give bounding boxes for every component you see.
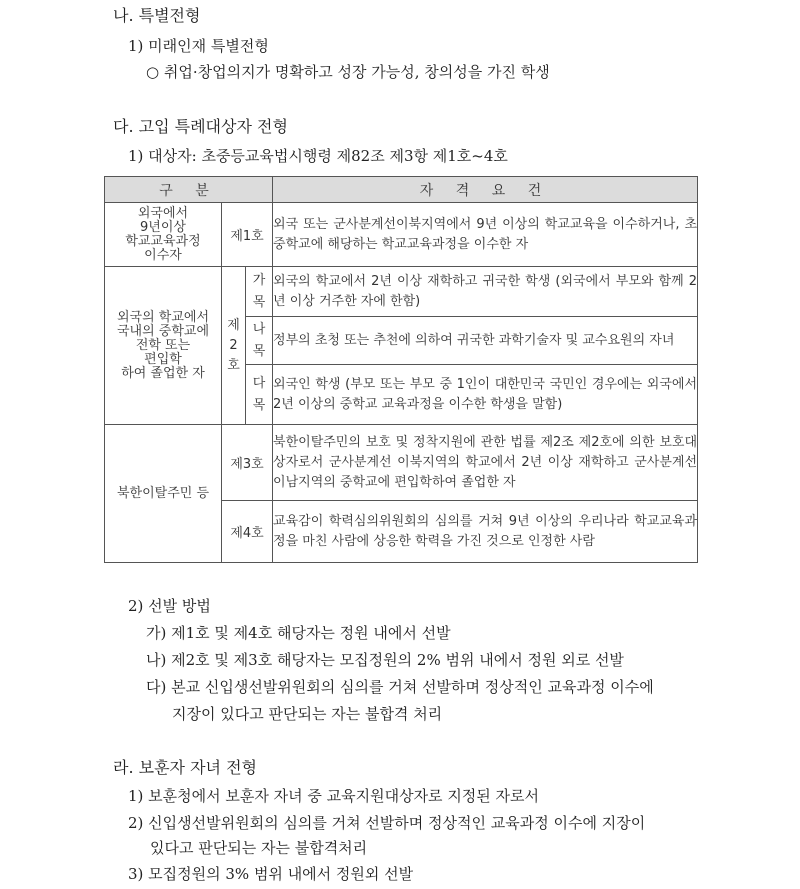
clause-number: 제4호 xyxy=(222,501,273,563)
list-item: 1) 대상자: 초중등교육법시행령 제82조 제3항 제1호~4호 xyxy=(128,147,508,165)
sub-clause: 가 목 xyxy=(246,267,273,317)
list-item: 2) 신입생선발위원회의 심의를 거쳐 선발하며 정상적인 교육과정 이수에 지장이 xyxy=(128,814,646,832)
list-item: 2) 선발 방법 xyxy=(128,597,211,615)
category-cell: 북한이탈주민 등 xyxy=(105,425,222,563)
header-category: 구 분 xyxy=(105,177,273,203)
section-heading-special-cases: 다. 고입 특례대상자 전형 xyxy=(113,117,288,136)
requirement-text: 외국의 학교에서 2년 이상 재학하고 귀국한 학생 (외국에서 부모와 함께 2년 이상 거주한 자에 한함) xyxy=(273,267,698,317)
section-heading-veterans: 라. 보훈자 자녀 전형 xyxy=(113,758,257,777)
requirement-text: 외국인 학생 (부모 또는 부모 중 1인이 대한민국 국민인 경우에는 외국에서 2년 이상의 중학교 교육과정을 이수한 학생을 말함) xyxy=(273,365,698,425)
list-item: 3) 모집정원의 3% 범위 내에서 정원외 선발 xyxy=(128,865,414,883)
clause-number: 제1호 xyxy=(222,203,273,267)
bullet-item: ○ 취업·창업의지가 명확하고 성장 가능성, 창의성을 가진 학생 xyxy=(146,63,550,81)
list-item: 1) 보훈청에서 보훈자 자녀 중 교육지원대상자로 지정된 자로서 xyxy=(128,787,540,805)
sub-clause: 다 목 xyxy=(246,365,273,425)
table-row xyxy=(105,425,698,501)
list-item: 나) 제2호 및 제3호 해당자는 모집정원의 2% 범위 내에서 정원 외로 선발 xyxy=(146,651,624,669)
section-heading-special: 나. 특별전형 xyxy=(113,6,201,25)
clause-number: 제3호 xyxy=(222,425,273,501)
list-item: 1) 미래인재 특별전형 xyxy=(128,37,269,55)
clause-number: 제 2 호 xyxy=(222,267,246,425)
table-row xyxy=(105,203,698,267)
header-requirements: 자 격 요 건 xyxy=(273,177,698,203)
category-cell: 외국의 학교에서 국내의 중학교에 전학 또는 편입학 하여 졸업한 자 xyxy=(105,267,222,425)
list-item: 가) 제1호 및 제4호 해당자는 정원 내에서 선발 xyxy=(146,624,451,642)
requirement-text: 외국 또는 군사분계선이북지역에서 9년 이상의 학교교육을 이수하거나, 초중학교에 해당하는 학교교육과정을 이수한 자 xyxy=(273,203,698,267)
table-header-row xyxy=(105,177,698,203)
list-item: 다) 본교 신입생선발위원회의 심의를 거쳐 선발하며 정상적인 교육과정 이수에 xyxy=(146,678,654,696)
category-cell: 외국에서 9년이상 학교교육과정 이수자 xyxy=(105,203,222,267)
requirement-text: 북한이탈주민의 보호 및 정착지원에 관한 법률 제2조 제2호에 의한 보호대상자로서 군사분계선 이북지역의 학교에서 2년 이상 재학하고 군사분계선 이남지역의 중학교에 편입학하여 졸업한 자 xyxy=(273,425,698,501)
list-item-continuation: 있다고 판단되는 자는 불합격처리 xyxy=(150,839,368,857)
requirement-text: 교육감이 학력심의위원회의 심의를 거쳐 9년 이상의 우리나라 학교교육과정을 마친 사람에 상응한 학력을 가진 것으로 인정한 사람 xyxy=(273,501,698,563)
eligibility-table xyxy=(104,176,698,563)
table-row xyxy=(105,267,698,317)
sub-clause: 나 목 xyxy=(246,317,273,365)
list-item-continuation: 지장이 있다고 판단되는 자는 불합격 처리 xyxy=(172,705,443,723)
requirement-text: 정부의 초청 또는 추천에 의하여 귀국한 과학기술자 및 교수요원의 자녀 xyxy=(273,317,698,365)
